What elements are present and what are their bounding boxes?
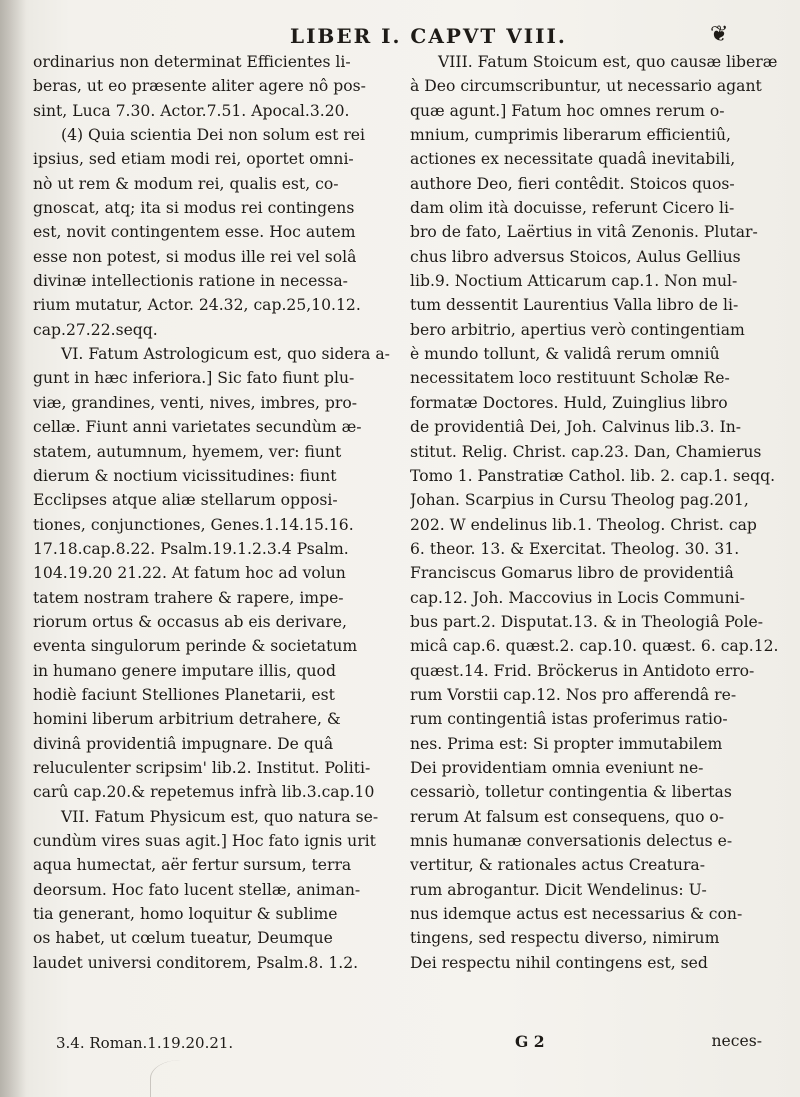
text-line: cellæ. Fiunt anni varietates secundùm æ- (33, 418, 362, 437)
text-line: actiones ex necessitate quadâ inevitabili, (410, 150, 736, 169)
text-line: bus part.2. Disputat.13. & in Theologiâ Pole- (410, 612, 764, 631)
text-line: esse non potest, si modus ille rei vel solâ (33, 247, 357, 266)
text-line: tia generant, homo loquitur & sublime (33, 905, 338, 924)
text-line: tiones, conjunctiones, Genes.1.14.15.16. (33, 515, 354, 534)
text-line: divinæ intellectionis ratione in necessa- (33, 272, 348, 291)
text-line: nes. Prima est: Si propter immutabilem (410, 734, 723, 753)
text-line: nò ut rem & modum rei, qualis est, co- (33, 174, 339, 193)
text-line: à Deo circumscribuntur, ut necessario agant (410, 77, 762, 96)
text-line: Dei respectu nihil contingens est, sed (410, 953, 708, 972)
text-line: 17.18.cap.8.22. Psalm.19.1.2.3.4 Psalm. (33, 539, 349, 558)
text-line: in humano genere imputare illis, quod (33, 661, 336, 680)
text-line: Tomo 1. Panstratiæ Cathol. lib. 2. cap.1. seqq. (410, 466, 776, 485)
text-line: cap.12. Joh. Maccovius in Locis Communi- (410, 588, 745, 607)
text-line: ipsius, sed etiam modi rei, oportet omni- (33, 150, 354, 169)
text-line: cessariò, tolletur contingentia & libertas (410, 783, 732, 802)
text-line: VIII. Fatum Stoicum est, quo causæ liberæ (438, 53, 778, 71)
text-line: è mundo tollunt, & validâ rerum omniû (410, 345, 720, 364)
text-line: 104.19.20 21.22. At fatum hoc ad volun (33, 564, 346, 583)
text-line: VI. Fatum Astrologicum est, quo sidera a- (61, 345, 390, 364)
text-line: sint, Luca 7.30. Actor.7.51. Apocal.3.20. (33, 101, 350, 120)
page-header (0, 14, 800, 54)
text-line: ordinarius non determinat Efficientes li- (33, 53, 351, 71)
left-column (33, 50, 393, 975)
text-line: est, novit contingentem esse. Hoc autem (33, 223, 356, 242)
text-line: lib.9. Noctium Atticarum cap.1. Non mul- (410, 272, 738, 291)
text-line: hodiè faciunt Stelliones Planetarii, est (33, 685, 335, 704)
running-head: LIBER I. CAPVT VIII. (290, 24, 567, 48)
text-line: quæ agunt.] Fatum hoc omnes rerum o- (410, 101, 725, 120)
text-line: de providentiâ Dei, Joh. Calvinus lib.3. In- (410, 418, 742, 437)
signature-mark: G 2 (515, 1032, 545, 1051)
paper-thread (150, 1060, 211, 1097)
catchword: neces- (711, 1032, 762, 1050)
text-line: dam olim ità docuisse, referunt Cicero li- (410, 199, 735, 218)
text-line: deorsum. Hoc fato lucent stellæ, animan- (33, 880, 361, 899)
text-line: stitut. Relig. Christ. cap.23. Dan, Chamierus (410, 442, 762, 461)
text-line: viæ, grandines, venti, nives, imbres, pro- (33, 393, 357, 412)
right-column (410, 50, 782, 975)
text-line: bro de fato, Laërtius in vitâ Zenonis. Plutar- (410, 223, 758, 242)
text-line: riorum ortus & occasus ab eis derivare, (33, 612, 347, 631)
left-column-last-line: 3.4. Roman.1.19.20.21. (56, 1034, 234, 1052)
text-line: 6. theor. 13. & Exercitat. Theolog. 30. 31. (410, 539, 740, 558)
text-line: statem, autumnum, hyemem, ver: fiunt (33, 442, 342, 461)
text-line: gnoscat, atq; ita si modus rei contingens (33, 199, 355, 218)
text-line: rium mutatur, Actor. 24.32, cap.25,10.12. (33, 296, 361, 315)
text-line: divinâ providentiâ impugnare. De quâ (33, 734, 334, 753)
text-line: eventa singulorum perinde & societatum (33, 637, 358, 656)
text-line: Johan. Scarpius in Cursu Theolog pag.201, (410, 491, 749, 510)
text-line: formatæ Doctores. Huld, Zuinglius libro (410, 393, 728, 412)
text-line: tatem nostram trahere & rapere, impe- (33, 588, 344, 607)
text-line: rum contingentiâ istas proferimus ratio- (410, 710, 728, 729)
text-line: homini liberum arbitrium detrahere, & (33, 710, 341, 729)
text-line: gunt in hæc inferiora.] Sic fato fiunt plu- (33, 369, 355, 388)
text-line: necessitatem loco restituunt Scholæ Re- (410, 369, 730, 388)
text-line: 202. W endelinus lib.1. Theolog. Christ. cap (410, 515, 757, 534)
text-line: beras, ut eo præsente aliter agere nô pos- (33, 77, 366, 96)
text-line: dierum & noctium vicissitudines: fiunt (33, 466, 337, 485)
text-line: vertitur, & rationales actus Creatura- (410, 856, 705, 875)
text-line: quæst.14. Frid. Bröckerus in Antidoto erro- (410, 661, 755, 680)
text-line: aqua humectat, aër fertur sursum, terra (33, 856, 352, 875)
text-line: cundùm vires suas agit.] Hoc fato ignis urit (33, 832, 376, 850)
text-line: rum abrogantur. Dicit Wendelinus: U- (410, 880, 707, 899)
text-line: VII. Fatum Physicum est, quo natura se- (61, 807, 379, 826)
text-line: tingens, sed respectu diverso, nimirum (410, 929, 720, 948)
text-line: micâ cap.6. quæst.2. cap.10. quæst. 6. cap.12. (410, 637, 779, 656)
text-line: (4) Quia scientia Dei non solum est rei (61, 126, 366, 145)
text-line: reluculenter scripsim' lib.2. Institut. Politi- (33, 758, 371, 777)
text-line: cap.27.22.seqq. (33, 320, 158, 339)
text-line: laudet universi conditorem, Psalm.8. 1.2. (33, 953, 359, 972)
page-footer (410, 1032, 782, 1056)
binding-shadow (0, 0, 26, 1097)
text-line: mnium, cumprimis liberarum efficientiû, (410, 126, 731, 145)
text-line: bero arbitrio, apertius verò contingentiam (410, 320, 745, 339)
text-line: Ecclipses atque aliæ stellarum opposi- (33, 491, 338, 510)
text-line: os habet, ut cœlum tueatur, Deumque (33, 929, 333, 948)
text-line: rum Vorstii cap.12. Nos pro afferendâ re- (410, 685, 737, 704)
text-line: rerum At falsum est consequens, quo o- (410, 807, 725, 826)
text-line: chus libro adversus Stoicos, Aulus Gellius (410, 247, 741, 266)
text-line: nus idemque actus est necessarius & con- (410, 905, 743, 924)
text-line: mnis humanæ conversationis delectus e- (410, 832, 733, 850)
ornament-icon: ❦ (710, 22, 729, 47)
text-line: authore Deo, fieri contêdit. Stoicos quos- (410, 174, 735, 193)
text-line: Franciscus Gomarus libro de providentiâ (410, 564, 734, 583)
text-line: Dei providentiam omnia eveniunt ne- (410, 758, 704, 777)
text-line: tum dessentit Laurentius Valla libro de li- (410, 296, 739, 315)
text-line: carû cap.20.& repetemus infrà lib.3.cap.10 (33, 783, 375, 802)
